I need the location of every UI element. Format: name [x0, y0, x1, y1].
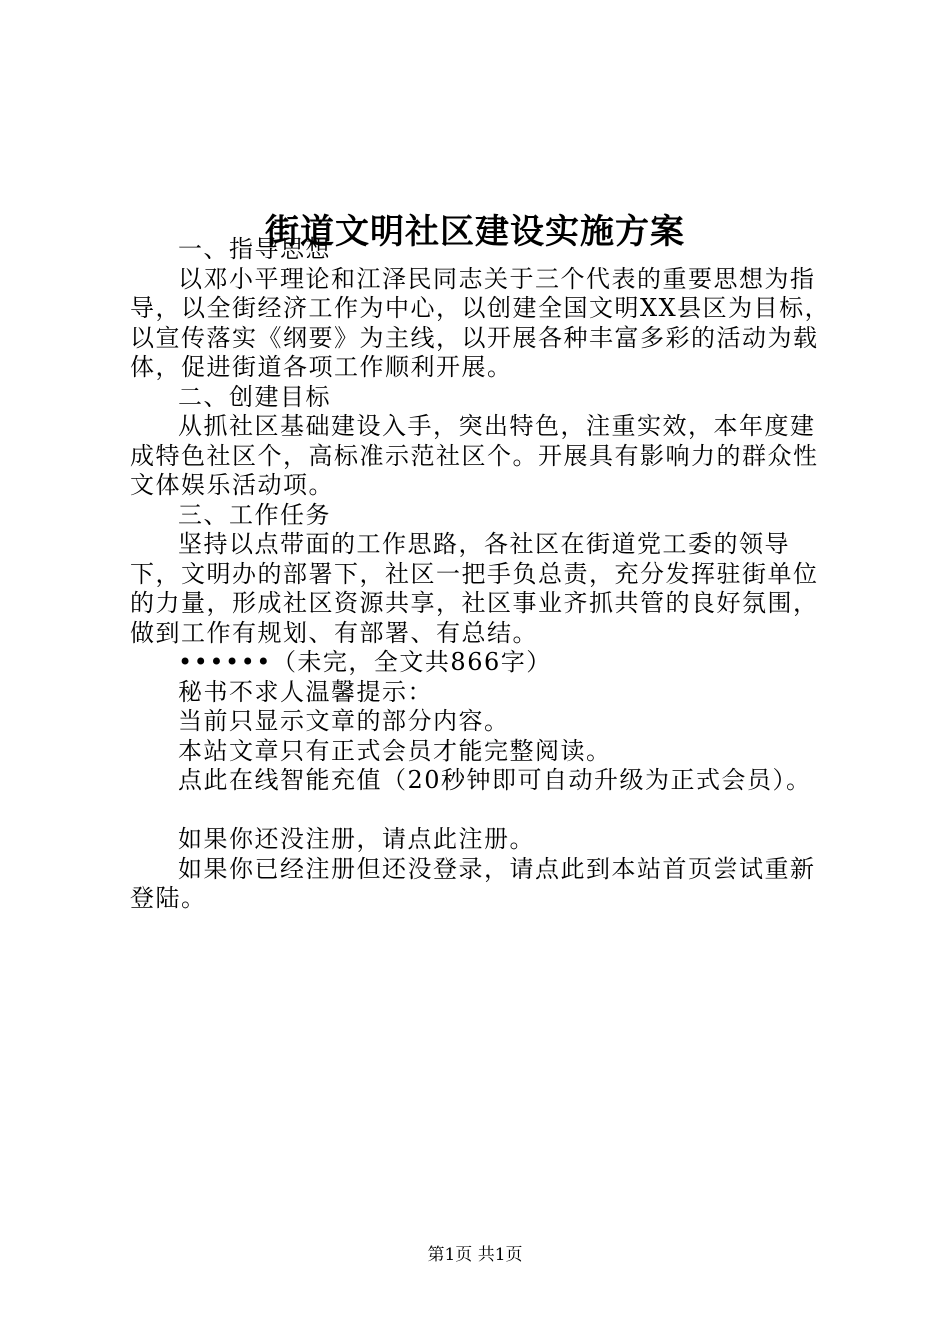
tip-partial-content: 当前只显示文章的部分内容。 [178, 707, 510, 735]
heading-guiding-ideology: 一、指导思想 [178, 235, 331, 263]
unfinished-notice: ••••••（未完，全文共866字） [178, 648, 552, 676]
paragraph-work-tasks: 坚持以点带面的工作思路，各社区在街道党工委的领导下，文明办的部署下，社区一把手负总责，充分发挥驻街单位的力量，形成社区资源共享，社区事业齐抓共管的良好氛围，做到工作有规划、有部署、有总结。 [130, 530, 819, 647]
document-body [130, 235, 835, 914]
register-link[interactable]: 如果你还没注册，请点此注册。 [178, 825, 535, 853]
heading-work-tasks: 三、工作任务 [178, 500, 331, 529]
tip-heading: 秘书不求人温馨提示： [178, 677, 433, 706]
recharge-link[interactable]: 点此在线智能充值（20秒钟即可自动升级为正式会员）。 [178, 766, 812, 794]
document-title: 街道文明社区建设实施方案 [265, 211, 685, 252]
paragraph-creation-goals: 从抓社区基础建设入手，突出特色，注重实效，本年度建成特色社区个，高标准示范社区个。开展具有影响力的群众性文体娱乐活动项。 [130, 412, 819, 499]
page-number-footer: 第1页 共1页 [427, 1245, 523, 1265]
tip-members-only: 本站文章只有正式会员才能完整阅读。 [178, 736, 612, 765]
paragraph-guiding-ideology: 以邓小平理论和江泽民同志关于三个代表的重要思想为指导，以全街经济工作为中心，以创建全国文明XX县区为目标，以宣传落实《纲要》为主线，以开展各种丰富多彩的活动为载体，促进街道各项工作顺利开展。 [130, 264, 831, 381]
login-link[interactable]: 如果你已经注册但还没登录，请点此到本站首页尝试重新登陆。 [130, 854, 816, 912]
heading-creation-goals: 二、创建目标 [178, 382, 331, 411]
